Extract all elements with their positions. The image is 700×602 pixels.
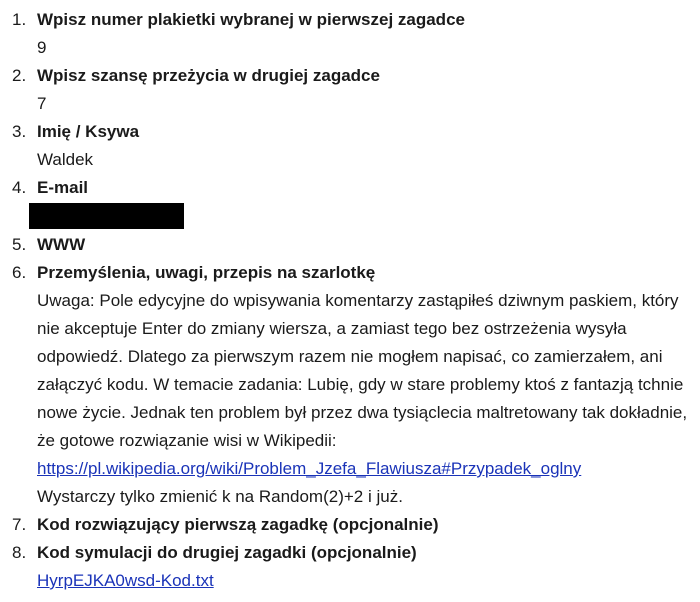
answer-item-code-second	[0, 539, 700, 595]
answer-item-badge-number	[0, 6, 700, 62]
answer-value: Waldek	[37, 150, 94, 169]
answer-item-comments	[0, 259, 700, 511]
answer-item-email	[0, 174, 700, 229]
question-label: WWW	[37, 235, 86, 254]
item-number: 4.	[12, 178, 27, 197]
question-label: Wpisz szansę przeżycia w drugiej zagadce	[37, 66, 380, 85]
question-label: Kod rozwiązujący pierwszą zagadkę (opcjonalnie)	[37, 515, 439, 534]
comment-tail: Wystarczy tylko zmienić k na Random(2)+2 i już.	[37, 487, 403, 506]
wikipedia-link[interactable]: https://pl.wikipedia.org/wiki/Problem_Jzefa_Flawiusza#Przypadek_oglny	[37, 459, 582, 478]
comment-text	[37, 287, 692, 511]
answer-item-name	[0, 118, 700, 174]
question-label: Wpisz numer plakietki wybranej w pierwszej zagadce	[37, 10, 465, 29]
item-number: 3.	[12, 122, 27, 141]
answer-item-www	[0, 231, 700, 259]
item-number: 6.	[12, 263, 27, 282]
item-number: 2.	[12, 66, 27, 85]
answer-value: 9	[37, 38, 47, 57]
item-number: 7.	[12, 515, 27, 534]
answer-item-survival-chance	[0, 62, 700, 118]
question-label: Przemyślenia, uwagi, przepis na szarlotkę	[37, 263, 376, 282]
answer-item-code-first	[0, 511, 700, 539]
comment-body: Uwaga: Pole edycyjne do wpisywania komentarzy zastąpiłeś dziwnym paskiem, który nie akceptuje Enter do zmiany wiersza, a zamiast tego bez ostrzeżenia wysyła odpowiedź. Dlatego za pierwszym razem nie mogłem napisać, co zamierzałem, ani załączyć kodu. W temacie zadania: Lubię, gdy w stare problemy ktoś z fantazją tchnie nowe życie. Jednak ten problem był przez dwa tysiąclecia maltretowany tak dokładnie, że gotowe rozwiązanie wisi w Wikipedii:	[37, 291, 688, 450]
item-number: 8.	[12, 543, 27, 562]
answer-value: 7	[37, 94, 47, 113]
attachment-file-link[interactable]: HyrpEJKA0wsd-Kod.txt	[37, 571, 214, 590]
question-label: Imię / Ksywa	[37, 122, 140, 141]
redacted-email-block	[29, 203, 184, 229]
item-number: 5.	[12, 235, 27, 254]
question-label: Kod symulacji do drugiej zagadki (opcjonalnie)	[37, 543, 417, 562]
question-label: E-mail	[37, 178, 89, 197]
item-number: 1.	[12, 10, 27, 29]
